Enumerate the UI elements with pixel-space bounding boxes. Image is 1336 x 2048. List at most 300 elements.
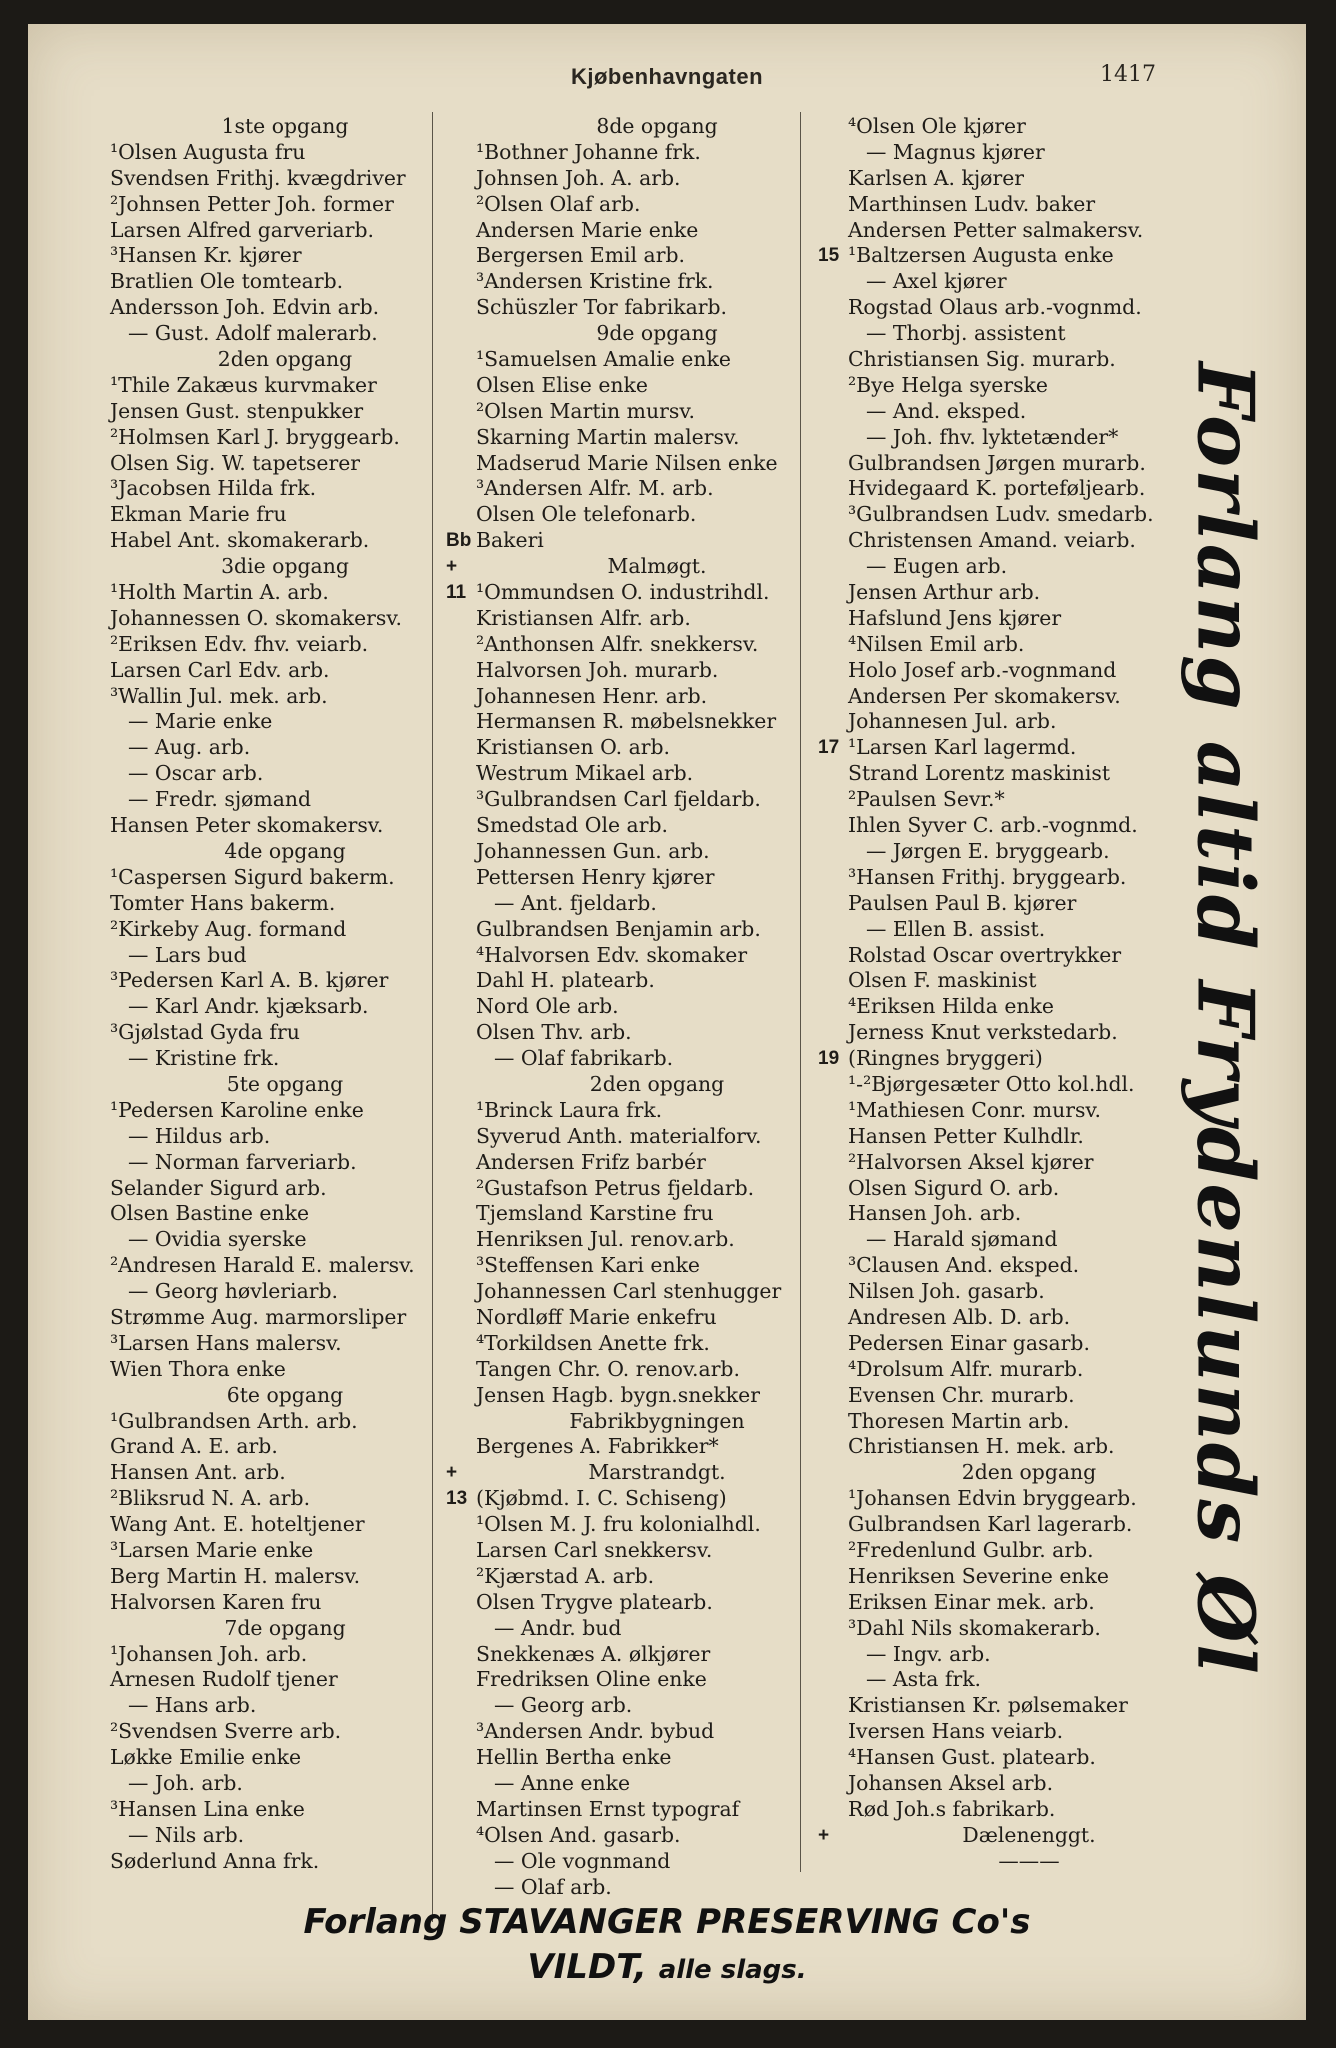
entry-text: Madserud Marie Nilsen enke [476, 450, 778, 475]
entry-text: Andresen Alb. D. arb. [848, 1304, 1071, 1329]
directory-entry [476, 1849, 838, 1875]
directory-entry [848, 1383, 1210, 1409]
directory-entry [848, 865, 1210, 891]
entry-text: Kristiansen O. arb. [476, 735, 671, 760]
side-advertisement [1170, 362, 1280, 1676]
entry-text: ¹Baltzersen Augusta enke [848, 243, 1114, 268]
directory-entry [848, 1797, 1210, 1823]
directory-entry [848, 451, 1210, 477]
directory-entry [110, 1357, 460, 1383]
directory-entry [848, 528, 1210, 554]
directory-entry [476, 1875, 838, 1901]
entry-text: Eriksen Einar mek. arb. [848, 1589, 1095, 1614]
entry-text: 7de opgang [224, 1615, 346, 1640]
page-number: 1417 [1100, 62, 1156, 87]
directory-entry [848, 1719, 1210, 1745]
entry-text: ²Johnsen Petter Joh. former [110, 191, 394, 216]
directory-entry [110, 1176, 460, 1202]
directory-entry [476, 658, 838, 684]
directory-entry [446, 1486, 838, 1512]
entry-text: ³Larsen Marie enke [110, 1537, 314, 1562]
entry-text: Nord Ole arb. [476, 994, 619, 1019]
entry-text: Halvorsen Joh. murarb. [476, 657, 719, 682]
directory-entry [110, 813, 460, 839]
directory-entry [848, 502, 1210, 528]
directory-entry [110, 1020, 460, 1046]
directory-entry [110, 917, 460, 943]
directory-entry [848, 399, 1210, 425]
entry-text: ¹Bothner Johanne frk. [476, 139, 701, 164]
entry-text: Tomter Hans bakerm. [110, 890, 336, 915]
entry-text: Westrum Mikael arb. [476, 761, 694, 786]
directory-entry [848, 1486, 1210, 1512]
entry-text: — Marie enke [128, 709, 273, 734]
entry-text: Ekman Marie fru [110, 502, 287, 527]
directory-entry [848, 606, 1210, 632]
entry-text: — Eugen arb. [866, 554, 1008, 579]
directory-entry [848, 1512, 1210, 1538]
directory-entry [110, 476, 460, 502]
entry-text: Gulbrandsen Karl lagerarb. [848, 1512, 1133, 1537]
entry-text: — Ovidia syerske [128, 1227, 307, 1252]
directory-entry [818, 735, 1210, 761]
entry-text: ——— [998, 1848, 1060, 1873]
entry-text: Hermansen R. møbelsnekker [476, 709, 777, 734]
directory-entry [476, 839, 838, 865]
footer-advertisement [28, 1900, 1306, 1993]
directory-entry [476, 218, 838, 244]
entry-text: — Lars bud [128, 942, 247, 967]
section-heading [110, 1072, 460, 1098]
entry-text: Bergenes A. Fabrikker* [476, 1434, 719, 1459]
directory-entry [848, 1538, 1210, 1564]
directory-entry [110, 1667, 460, 1693]
entry-text: ¹Caspersen Sigurd bakerm. [110, 864, 395, 889]
directory-entry [476, 476, 838, 502]
directory-entry [848, 787, 1210, 813]
directory-entry [110, 1797, 460, 1823]
directory-entry [476, 709, 838, 735]
directory-entry [476, 1434, 838, 1460]
directory-entry [110, 1590, 460, 1616]
entry-text: Hansen Peter skomakersv. [110, 813, 384, 838]
directory-entry [110, 1331, 460, 1357]
section-heading [476, 1409, 838, 1435]
directory-entry [476, 943, 838, 969]
footer-ad-small: alle slags. [658, 1955, 807, 1985]
directory-entry [848, 658, 1210, 684]
section-heading [110, 554, 460, 580]
entry-text: Olsen Ole telefonarb. [476, 502, 697, 527]
directory-entry [848, 580, 1210, 606]
entry-text: ¹Samuelsen Amalie enke [476, 347, 731, 372]
directory-entry [476, 425, 838, 451]
section-heading [476, 321, 838, 347]
entry-text: Pedersen Einar gasarb. [848, 1330, 1090, 1355]
entry-text: Karlsen A. kjører [848, 165, 1025, 190]
entry-text: Selander Sigurd arb. [110, 1175, 327, 1200]
entry-text: — Harald sjømand [866, 1227, 1058, 1252]
directory-entry [476, 1279, 838, 1305]
entry-text: ³Wallin Jul. mek. arb. [110, 683, 328, 708]
directory-entry [848, 476, 1210, 502]
directory-entry [446, 528, 838, 554]
directory-entry [446, 580, 838, 606]
directory-entry [848, 839, 1210, 865]
directory-entry [110, 1253, 460, 1279]
entry-text: Henriksen Severine enke [848, 1563, 1109, 1588]
entry-text: ²Anthonsen Alfr. snekkersv. [476, 631, 759, 656]
footer-ad-line-2 [28, 1944, 1306, 1993]
directory-entry [476, 1719, 838, 1745]
entry-text: Arnesen Rudolf tjener [110, 1667, 338, 1692]
entry-text: — Olaf fabrikarb. [494, 1046, 674, 1071]
directory-entry [848, 1409, 1210, 1435]
entry-text: Kristiansen Kr. pølsemaker [848, 1693, 1128, 1718]
directory-entry [476, 1693, 838, 1719]
entry-text: Johannessen O. skomakersv. [110, 605, 402, 630]
entry-text: ²Bliksrud N. A. arb. [110, 1486, 311, 1511]
entry-text: — Joh. fhv. lyktetænder* [866, 424, 1119, 449]
directory-entry [476, 295, 838, 321]
directory-entry [476, 399, 838, 425]
entry-text: Strømme Aug. marmorsliper [110, 1304, 407, 1329]
directory-entry [818, 1046, 1210, 1072]
entry-text: Ihlen Syver C. arb.-vognmd. [848, 813, 1138, 838]
page-title: Kjøbenhavngaten [570, 64, 764, 89]
directory-entry [476, 373, 838, 399]
directory-entry [110, 1460, 460, 1486]
directory-entry [110, 891, 460, 917]
entry-text: ³Dahl Nils skomakerarb. [848, 1615, 1101, 1640]
entry-text: 4de opgang [224, 838, 346, 863]
house-number-marker: + [446, 556, 458, 578]
entry-text: Hansen Joh. arb. [848, 1201, 1022, 1226]
entry-text: — Nils arb. [128, 1822, 245, 1847]
entry-text: ³Gulbrandsen Carl fjeldarb. [476, 787, 761, 812]
entry-text: Martinsen Ernst typograf [476, 1796, 740, 1821]
directory-entry [476, 243, 838, 269]
directory-entry [848, 269, 1210, 295]
entry-text: Dahl H. platearb. [476, 968, 655, 993]
directory-entry [110, 1409, 460, 1435]
directory-entry [110, 399, 460, 425]
entry-text: ³Andersen Alfr. M. arb. [476, 476, 714, 501]
entry-text: — Kristine frk. [128, 1046, 280, 1071]
directory-entry [110, 218, 460, 244]
entry-text: ⁴Eriksen Hilda enke [848, 994, 1054, 1019]
entry-text: Marthinsen Ludv. baker [848, 191, 1096, 216]
entry-text: Jensen Gust. stenpukker [110, 398, 364, 423]
entry-text: ⁴Halvorsen Edv. skomaker [476, 942, 748, 967]
entry-text: — Joh. arb. [128, 1771, 243, 1795]
directory-entry [476, 684, 838, 710]
entry-text: ³Clausen And. eksped. [848, 1253, 1080, 1278]
directory-entry [110, 658, 460, 684]
directory-entry [110, 269, 460, 295]
entry-text: Snekkenæs A. ølkjører [476, 1641, 711, 1666]
entry-text: ³Jacobsen Hilda frk. [110, 476, 317, 501]
entry-text: — Ole vognmand [494, 1848, 671, 1873]
house-number-marker: + [446, 1462, 458, 1484]
entry-text: Svendsen Frithj. kvægdriver [110, 165, 406, 190]
entry-text: Skarning Martin malersv. [476, 424, 740, 449]
entry-text: ²Gustafson Petrus fjeldarb. [476, 1175, 755, 1200]
entry-text: — Gust. Adolf malerarb. [128, 321, 378, 346]
directory-entry [848, 1357, 1210, 1383]
directory-entry [110, 1823, 460, 1849]
directory-entry [476, 192, 838, 218]
directory-entry [476, 1745, 838, 1771]
directory-entry [476, 1590, 838, 1616]
entry-text: Andersen Frifz barbér [476, 1149, 706, 1174]
directory-entry [110, 632, 460, 658]
entry-text: Bratlien Ole tomtearb. [110, 269, 344, 294]
entry-text: Johannessen Carl stenhugger [476, 1279, 782, 1304]
entry-text: ⁴Hansen Gust. platearb. [848, 1745, 1096, 1770]
directory-entry [476, 1176, 838, 1202]
entry-text: Johansen Aksel arb. [848, 1771, 1054, 1795]
directory-entry [476, 1616, 838, 1642]
directory-entry [848, 218, 1210, 244]
entry-text: ²Bye Helga syerske [848, 372, 1048, 397]
section-heading [110, 114, 460, 140]
directory-entry [476, 813, 838, 839]
entry-text: — Georg arb. [494, 1693, 633, 1718]
directory-entry [110, 1150, 460, 1176]
directory-entry [476, 994, 838, 1020]
directory-entry [848, 425, 1210, 451]
directory-entry [110, 502, 460, 528]
house-number-marker: 15 [818, 245, 840, 267]
entry-text: Johannesen Jul. arb. [848, 709, 1057, 734]
entry-text: ⁴Nilsen Emil arb. [848, 631, 1025, 656]
entry-text: — Thorbj. assistent [866, 321, 1066, 346]
entry-text: Smedstad Ole arb. [476, 813, 668, 838]
directory-entry [110, 1745, 460, 1771]
entry-text: Grand A. E. arb. [110, 1434, 278, 1459]
entry-text: ⁴Olsen Ole kjører [848, 114, 1026, 138]
entry-text: ²Kirkeby Aug. formand [110, 916, 347, 941]
directory-entry [476, 968, 838, 994]
entry-text: Rød Joh.s fabrikarb. [848, 1796, 1056, 1821]
section-heading [476, 1072, 838, 1098]
entry-text: ¹Olsen Augusta fru [110, 139, 306, 164]
directory-entry [848, 166, 1210, 192]
entry-text: ⁴Drolsum Alfr. murarb. [848, 1356, 1084, 1381]
entry-text: ²Kjærstad A. arb. [476, 1563, 655, 1588]
house-number-marker: 13 [446, 1488, 468, 1510]
directory-entry [110, 451, 460, 477]
directory-entry [110, 1201, 460, 1227]
entry-text: Olsen Bastine enke [110, 1201, 310, 1226]
entry-text: Bergersen Emil arb. [476, 243, 685, 268]
entry-text: ¹Mathiesen Conr. mursv. [848, 1097, 1102, 1122]
directory-entry [476, 1564, 838, 1590]
directory-entry [848, 1434, 1210, 1460]
entry-text: Olsen Trygve platearb. [476, 1589, 713, 1614]
entry-text: Evensen Chr. murarb. [848, 1382, 1075, 1407]
entry-text: — Asta frk. [866, 1667, 982, 1692]
entry-text: ²Halvorsen Aksel kjører [848, 1149, 1094, 1174]
entry-text: — Anne enke [494, 1771, 631, 1795]
entry-text: — Ant. fjeldarb. [494, 890, 657, 915]
entry-text: ³Gjølstad Gyda fru [110, 1020, 300, 1045]
entry-text: Marstrandgt. [588, 1460, 726, 1485]
entry-text: ⁴Torkildsen Anette frk. [476, 1330, 710, 1355]
entry-text: Jerness Knut verkstedarb. [848, 1020, 1118, 1045]
directory-entry [476, 632, 838, 658]
entry-text: ¹Pedersen Karoline enke [110, 1097, 364, 1122]
section-heading [110, 839, 460, 865]
entry-text: 5te opgang [226, 1071, 344, 1096]
entry-text: Dælenenggt. [962, 1822, 1096, 1847]
directory-entry [476, 761, 838, 787]
directory-entry [848, 891, 1210, 917]
entry-text: Habel Ant. skomakerarb. [110, 528, 370, 553]
entry-text: — Andr. bud [494, 1615, 622, 1640]
entry-text: — Oscar arb. [128, 761, 264, 786]
directory-entry [110, 425, 460, 451]
entry-text: Johannesen Henr. arb. [476, 683, 708, 708]
house-number-marker: 11 [446, 582, 467, 604]
directory-entry [476, 502, 838, 528]
directory-entry [110, 1227, 460, 1253]
entry-text: Hafslund Jens kjører [848, 605, 1062, 630]
entry-text: ³Andersen Andr. bybud [476, 1719, 715, 1744]
directory-entry [848, 295, 1210, 321]
entry-text: Rogstad Olaus arb.-vognmd. [848, 295, 1142, 320]
entry-text: ²Olsen Martin mursv. [476, 398, 695, 423]
entry-text: ¹-²Bjørgesæter Otto kol.hdl. [848, 1071, 1135, 1096]
directory-entry [110, 1771, 460, 1797]
entry-text: ³Pedersen Karl A. B. kjører [110, 968, 389, 993]
section-heading [446, 1460, 838, 1486]
directory-entry [848, 917, 1210, 943]
directory-entry [110, 528, 460, 554]
directory-entry [848, 1150, 1210, 1176]
entry-text: Larsen Carl snekkersv. [476, 1537, 713, 1562]
directory-entry [110, 1124, 460, 1150]
entry-text: Wien Thora enke [110, 1356, 286, 1381]
directory-entry [110, 580, 460, 606]
directory-entry [110, 787, 460, 813]
entry-text: Paulsen Paul B. kjører [848, 890, 1077, 915]
directory-entry [476, 140, 838, 166]
directory-entry [848, 1642, 1210, 1668]
directory-entry [476, 1823, 838, 1849]
entry-text: 2den opgang [217, 347, 353, 372]
entry-text: ³Steffensen Kari enke [476, 1253, 700, 1278]
directory-entry [110, 735, 460, 761]
directory-entry [110, 1046, 460, 1072]
directory-entry [110, 1486, 460, 1512]
entry-text: ²Eriksen Edv. fhv. veiarb. [110, 631, 369, 656]
directory-entry [848, 1616, 1210, 1642]
entry-text: — Ellen B. assist. [866, 916, 1046, 941]
house-number-marker: Bb [446, 530, 472, 552]
directory-entry [848, 994, 1210, 1020]
entry-text: ¹Johansen Edvin bryggearb. [848, 1486, 1137, 1511]
section-heading [110, 347, 460, 373]
directory-entry [110, 140, 460, 166]
entry-text: Andersen Petter salmakersv. [848, 217, 1144, 242]
entry-text: ¹Ommundsen O. industrihdl. [476, 580, 770, 605]
entry-text: Strand Lorentz maskinist [848, 761, 1111, 786]
directory-entry [110, 1279, 460, 1305]
directory-entry [848, 1201, 1210, 1227]
directory-entry [110, 321, 460, 347]
entry-text: Olsen Sigurd O. arb. [848, 1175, 1060, 1200]
entry-text: Christiansen Sig. murarb. [848, 347, 1116, 372]
directory-entry [848, 1305, 1210, 1331]
directory-entry [476, 1098, 838, 1124]
directory-entry [476, 166, 838, 192]
section-heading [110, 1616, 460, 1642]
entry-text: ³Gulbrandsen Ludv. smedarb. [848, 502, 1154, 527]
entry-text: Hellin Bertha enke [476, 1745, 672, 1770]
directory-entry [476, 1124, 838, 1150]
entry-text: — Norman farveriarb. [128, 1149, 357, 1174]
directory-entry [110, 606, 460, 632]
entry-text: Iversen Hans veiarb. [848, 1719, 1064, 1744]
entry-text: Jensen Hagb. bygn.snekker [476, 1382, 760, 1407]
directory-entry [848, 1020, 1210, 1046]
directory-entry [848, 813, 1210, 839]
entry-text: Andersen Per skomakersv. [848, 683, 1121, 708]
entry-text: ³Hansen Kr. kjører [110, 243, 302, 268]
section-heading [848, 1849, 1210, 1875]
entry-text: Halvorsen Karen fru [110, 1589, 322, 1614]
directory-entry [110, 1693, 460, 1719]
entry-text: ¹Brinck Laura frk. [476, 1097, 663, 1122]
directory-entry [848, 1124, 1210, 1150]
directory-entry [110, 1849, 460, 1875]
entry-text: 3die opgang [221, 554, 349, 579]
entry-text: Larsen Carl Edv. arb. [110, 657, 330, 682]
directory-entry [110, 865, 460, 891]
directory-entry [848, 1098, 1210, 1124]
entry-text: — Aug. arb. [128, 735, 251, 760]
section-heading [110, 1383, 460, 1409]
directory-entry [110, 994, 460, 1020]
directory-entry [476, 1357, 838, 1383]
directory-entry [848, 968, 1210, 994]
directory-entry [848, 1279, 1210, 1305]
directory-entry [476, 1771, 838, 1797]
directory-entry [476, 917, 838, 943]
entry-text: 2den opgang [589, 1071, 725, 1096]
directory-entry [476, 1331, 838, 1357]
entry-text: Schüszler Tor fabrikarb. [476, 295, 728, 320]
directory-entry [110, 1642, 460, 1668]
entry-text: Tangen Chr. O. renov.arb. [476, 1356, 740, 1381]
entry-text: Larsen Alfred garveriarb. [110, 217, 374, 242]
directory-entry [110, 761, 460, 787]
directory-entry [110, 373, 460, 399]
entry-text: Christensen Amand. veiarb. [848, 528, 1136, 553]
entry-text: Johannessen Gun. arb. [476, 838, 710, 863]
entry-text: — Hildus arb. [128, 1123, 271, 1148]
directory-entry [476, 1383, 838, 1409]
entry-text: Rolstad Oscar overtrykker [848, 942, 1122, 967]
entry-text: Holo Josef arb.-vognmand [848, 657, 1117, 682]
directory-entry [848, 632, 1210, 658]
entry-text: Tjemsland Karstine fru [476, 1201, 714, 1226]
entry-text: — Karl Andr. kjæksarb. [128, 994, 369, 1019]
directory-entry [848, 709, 1210, 735]
directory-entry [476, 1538, 838, 1564]
